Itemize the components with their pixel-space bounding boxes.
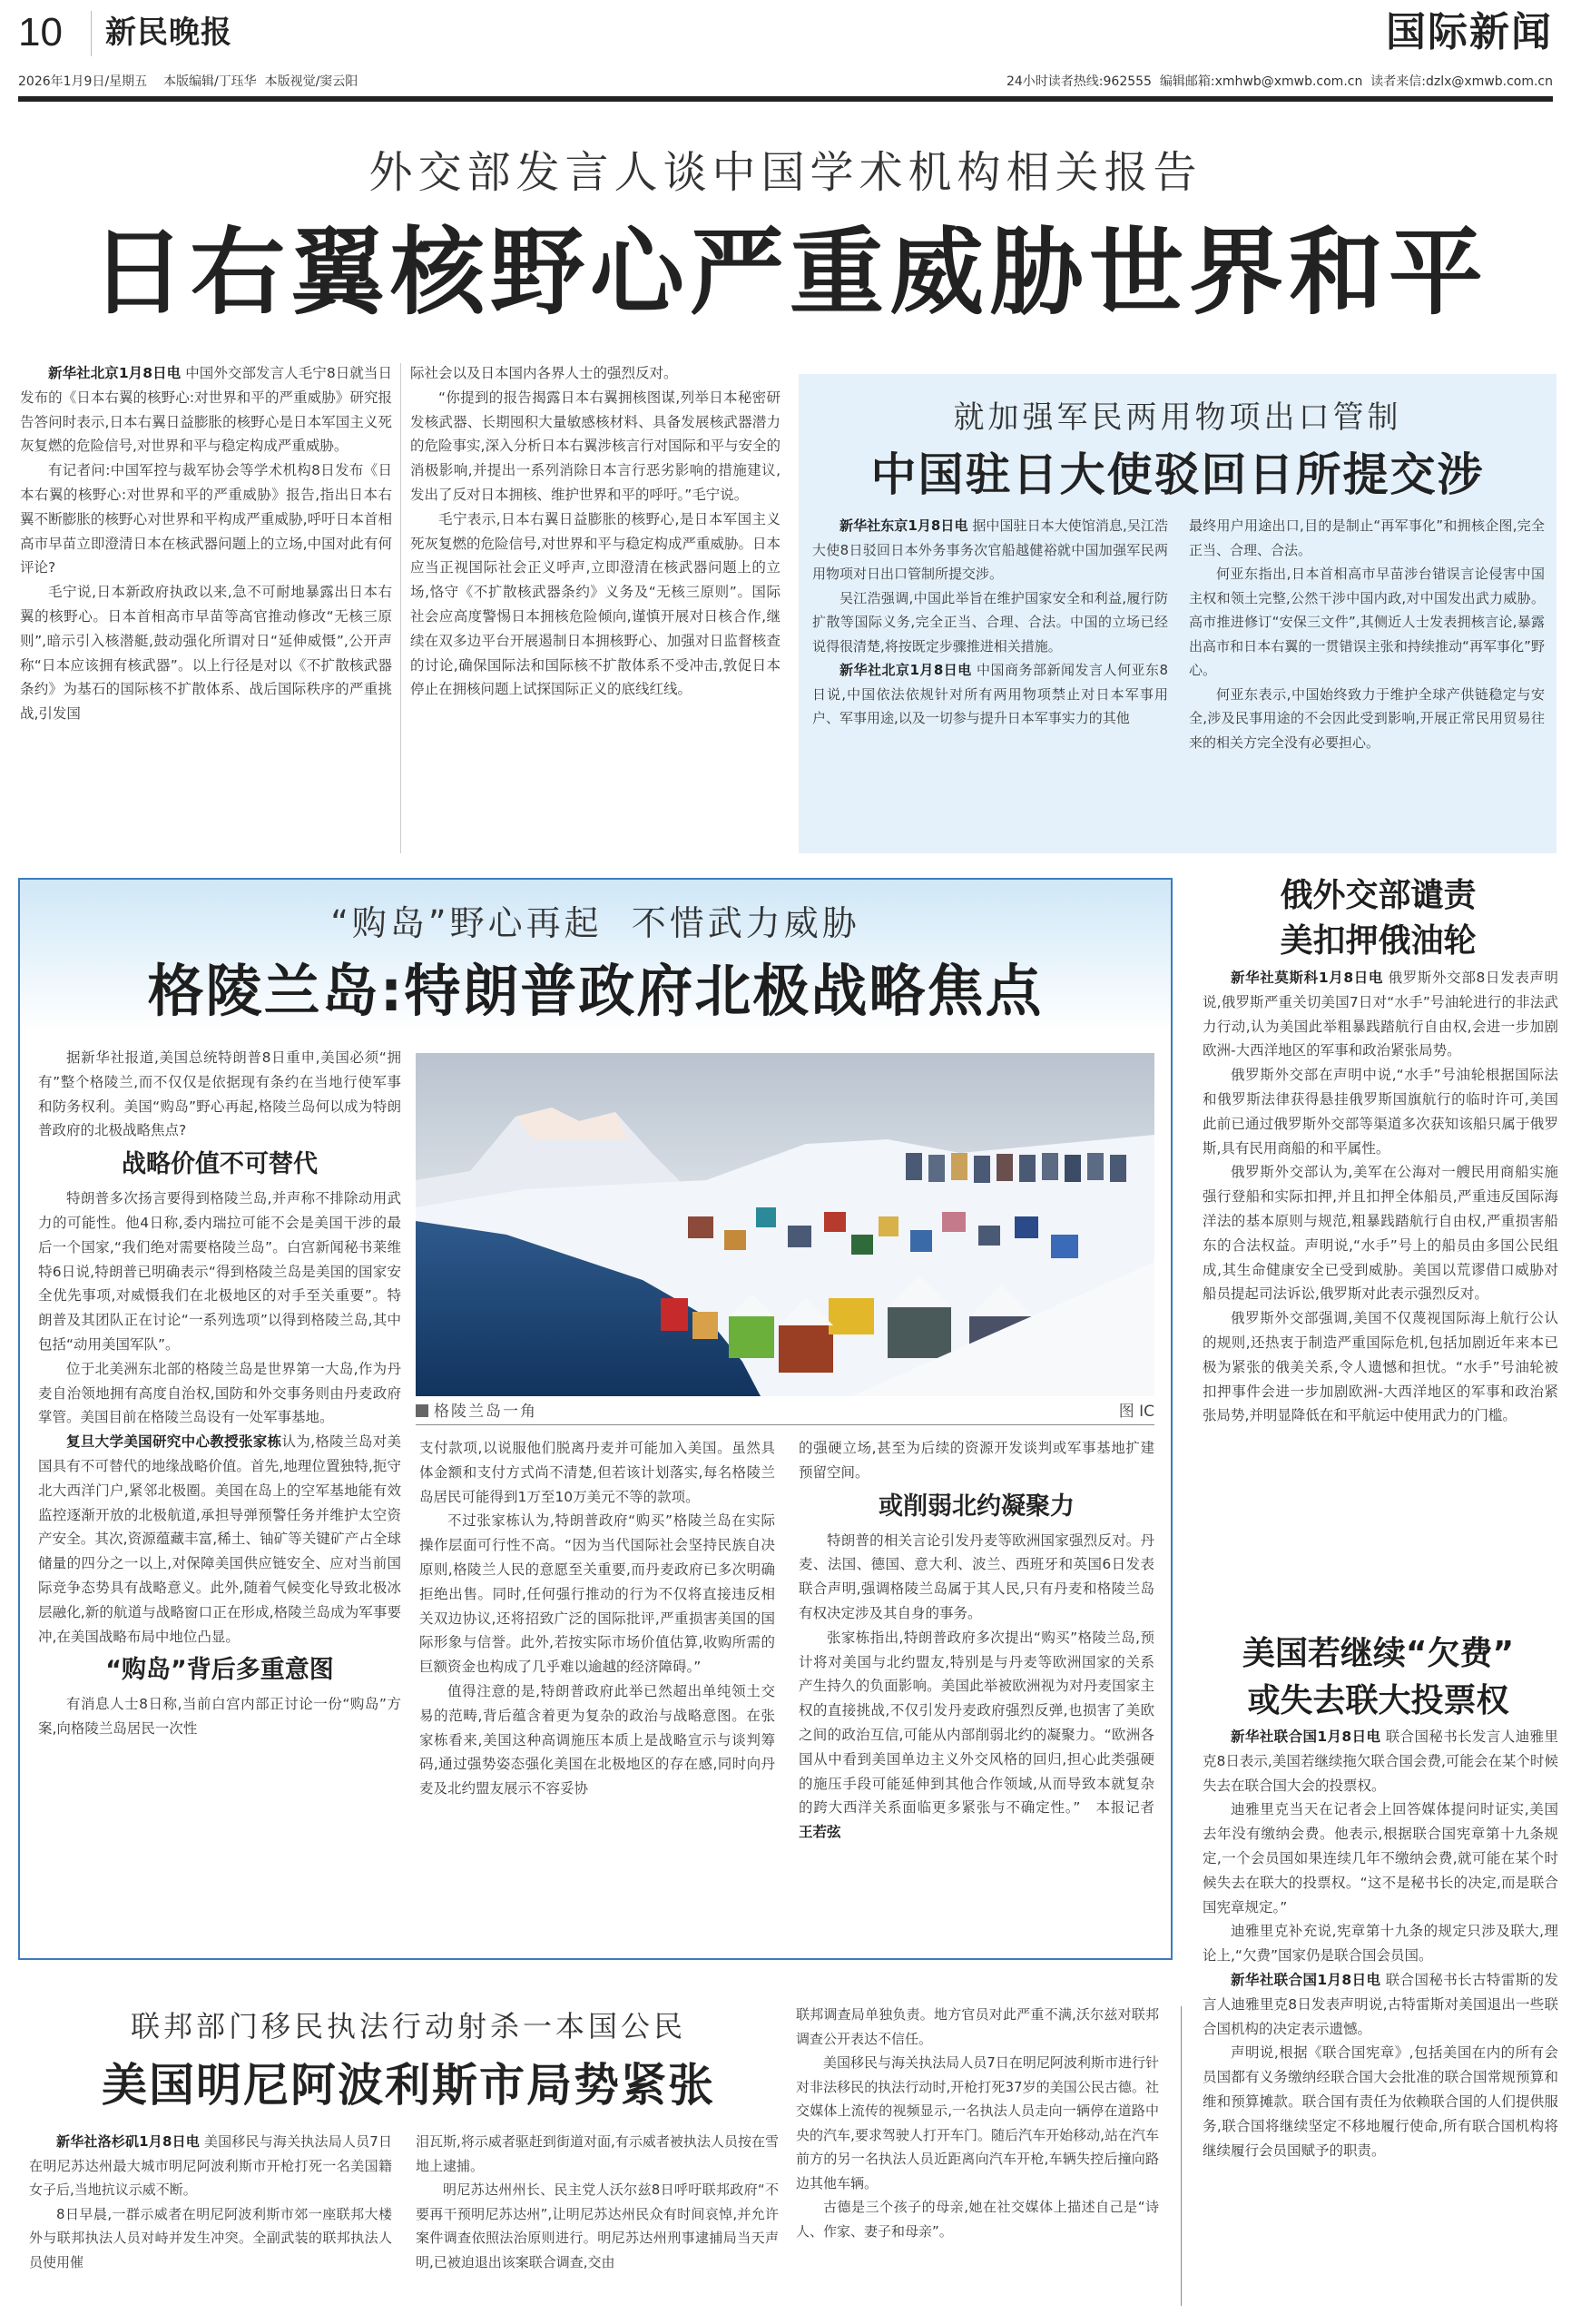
column-divider (400, 363, 401, 853)
russia-headline-line-1: 俄外交部谴责 (1280, 877, 1477, 914)
paragraph (1203, 1725, 1558, 1797)
paragraph-text: 据新华社报道,美国总统特朗普8日重申,美国必须“拥有”整个格陵兰,而不仅仅是依据现有条约在当地行使军事和防务权利。美国“购岛”野心再起,格陵兰岛何以成为特朗普政府的北极战略焦点? (38, 1049, 401, 1139)
minneapolis-column-1 (29, 2130, 392, 2322)
dateline: 新华社莫斯科1月8日电 (1231, 970, 1384, 986)
paragraph-text: 毛宁表示,日本右翼日益膨胀的核野心,是日本军国主义死灰复燃的危险信号,对世界和平与稳定构成严重威胁。日本应当正视国际社会正义呼声,立即澄清在核武器问题上的立场,恪守《不扩散核武器条约》义务及“无核三原则”。国际社会应高度警惕日本拥核危险倾向,谨慎开展对日核合作,继续在双多边平台开展遏制日本拥核野心、加强对日监督核查的讨论,确保国际法和国际核不扩散体系不受冲击,敦促日本停止在拥核问题上试探国际正义的底线红线。 (410, 510, 781, 698)
dateline: 新华社联合国1月8日电 (1231, 1728, 1381, 1745)
paragraph (1189, 562, 1545, 683)
minneapolis-kicker: 联邦部门移民执法行动射杀一本国公民 (130, 2009, 686, 2043)
paragraph-text: 联邦调查局单独负责。地方官员对此严重不满,沃尔兹对联邦调查公开表达不信任。 (796, 2006, 1159, 2047)
paragraph-text: 俄罗斯外交部8日发表声明说,俄罗斯严重关切美国7日对“水手”号油轮进行的非法武力行动,认为美国此举粗暴践踏航行自由权,会进一步加剧欧洲-大西洋地区的军事和政治紧张局势。 (1203, 970, 1558, 1059)
paragraph-text: 俄罗斯外交部强调,美国不仅蔑视国际海上航行公认的规则,还热衷于制造严重国际危机,包括加剧近年来本已极为紧张的俄美关系,令人遗憾和担忧。“水手”号油轮被扣押事件会进一步加剧欧洲-大西洋地区的军事和政治紧张局势,并明显降低在和平航运中使用武力的门槛。 (1203, 1310, 1558, 1424)
paragraph-text: 古德是三个孩子的母亲,她在社交媒体上描述自己是“诗人、作家、妻子和母亲”。 (796, 2199, 1159, 2240)
photo-caption-bar (416, 1402, 1154, 1425)
paragraph-text: 美国移民与海关执法局人员7日在明尼苏达州最大城市明尼阿波利斯市开枪打死一名美国籍女子后,当地抗议示威不断。 (29, 2133, 392, 2198)
masthead-divider (91, 11, 92, 56)
dateline: 新华社北京1月8日电 (48, 365, 182, 381)
paragraph (38, 1046, 401, 1143)
paragraph (20, 458, 392, 580)
un-headline-line-1: 美国若继续“欠费” (1242, 1635, 1515, 1672)
masthead-rule (18, 96, 1553, 102)
greenland-kicker: “购岛”野心再起 不惜武力威胁 (330, 903, 860, 943)
paragraph-text: 中国外交部发言人毛宁8日就当日发布的《日本右翼的核野心:对世界和平的严重威胁》研究报告答问时表示,日本右翼日益膨胀的核野心是日本军国主义死灰复燃的危险信号,对世界和平与稳定构成严重威胁。 (20, 365, 392, 455)
contact-line: 24小时读者热线:962555 编辑邮箱:xmhwb@xmwb.com.cn 读者来信:dzlx@xmwb.com.cn (1006, 74, 1553, 89)
greenland-photo (416, 1053, 1154, 1396)
lead-kicker: 外交部发言人谈中国学术机构相关报告 (368, 147, 1203, 198)
paragraph (38, 1187, 401, 1357)
paragraph (419, 1436, 775, 1509)
russia-headline-line-2: 美扣押俄油轮 (1280, 922, 1477, 960)
paragraph-text: 毛宁说,日本新政府执政以来,急不可耐地暴露出日本右翼的核野心。日本首相高市早苗等高官推动修改“无核三原则”,暗示引入核潜艇,鼓动强化所谓对日“延伸威慑”,公开声称“日本应该拥有核武器”。以上行径是对以《不扩散核武器条约》为基石的国际核不扩散体系、战后国际秩序的严重挑战,引发国 (20, 584, 392, 723)
paragraph (29, 2130, 392, 2202)
paragraph (419, 1509, 775, 1679)
paragraph-text: 据中国驻日本大使馆消息,吴江浩大使8日驳回日本外务事务次官船越健裕就中国加强军民两用物项对日出口管制所提交涉。 (812, 517, 1168, 582)
greenland-column-2 (419, 1436, 775, 1954)
paragraph (29, 2202, 392, 2275)
paragraph-text: 不过张家栋认为,特朗普政府“购买”格陵兰岛在实际操作层面可行性不高。“因为当代国际社会坚持民族自决原则,格陵兰人民的意愿至关重要,而丹麦政府已多次明确拒绝出售。同时,任何强行推动的行为不仅将直接违反相关双边协议,还将招致广泛的国际批评,严重损害美国的国际形象与信誉。此外,若按实际市场价值估算,收购所需的巨额资金也构成了几乎难以逾越的经济障碍。” (419, 1512, 775, 1676)
page-number: 10 (18, 10, 63, 54)
paragraph (1189, 514, 1545, 562)
paper-name: 新民晚报 (105, 15, 232, 51)
paragraph (1189, 683, 1545, 755)
paragraph-text: 吴江浩强调,中国此举旨在维护国家安全和利益,履行防扩散等国际义务,完全正当、合理、合法。中国的立场已经说得很清楚,将按既定步骤推进相关措施。 (812, 589, 1168, 655)
paragraph-text: 俄罗斯外交部在声明中说,“水手”号油轮根据国际法和俄罗斯法律获得悬挂俄罗斯国旗航行的临时许可,美国此前已通过俄罗斯外交部等渠道多次获知该船只属于俄罗斯,具有民用商船的和平属性。 (1203, 1067, 1558, 1157)
paragraph (799, 1529, 1154, 1626)
greenland-headline: 格陵兰岛:特朗普政府北极战略焦点 (147, 958, 1044, 1024)
paragraph-text: 中国商务部新闻发言人何亚东8日说,中国依法依规针对所有两用物项禁止对日本军事用户、军事用途,以及一切参与提升日本军事实力的其他 (812, 662, 1168, 726)
paragraph (799, 1436, 1154, 1485)
paragraph (796, 2003, 1159, 2051)
paragraph (20, 361, 392, 458)
russia-headline (1185, 873, 1571, 964)
column-divider (1181, 2006, 1182, 2306)
paragraph-text: 美国移民与海关执法局人员7日在明尼阿波利斯市进行针对非法移民的执法行动时,开枪打死37岁的美国公民古德。社交媒体上流传的视频显示,一名执法人员走向一辆停在道路中央的汽车,要求驾驶人打开车门。随后汽车开始移动,站在汽车前方的另一名执法人员近距离向汽车开枪,车辆失控后撞向路边其他车辆。 (796, 2054, 1159, 2191)
paragraph-text: 联合国秘书长古特雷斯的发言人迪雅里克8日发表声明说,古特雷斯对美国退出一些联合国机构的决定表示遗憾。 (1203, 1971, 1558, 2037)
photo-credit: 图 IC (1118, 1403, 1154, 1421)
japan-column-1 (812, 514, 1168, 850)
subheading: 战略价值不可替代 (122, 1150, 318, 1179)
date-line: 2026年1月9日/星期五 本版编辑/丁珏华 本版视觉/窦云阳 (18, 74, 358, 89)
paragraph (419, 1679, 775, 1801)
subheading: 或削弱北约凝聚力 (879, 1492, 1075, 1521)
byline-name: 王若弦 (799, 1824, 841, 1841)
paragraph (410, 361, 781, 386)
paragraph (38, 1430, 401, 1649)
paragraph-text: 特朗普多次扬言要得到格陵兰岛,并声称不排除动用武力的可能性。他4日称,委内瑞拉可能不会是美国干涉的最后一个国家,“我们绝对需要格陵兰岛”。白宫新闻秘书莱维特6日说,特朗普已明确表示“得到格陵兰岛是美国的国家安全优先事项,对威慑我们在北极地区的对手至关重要”。特朗普及其团队正在讨论“一系列选项”以得到格陵兰岛,其中包括“动用美国军队”。 (38, 1190, 401, 1353)
paragraph (20, 580, 392, 726)
paragraph-text: 值得注意的是,特朗普政府此举已然超出单纯领土交易的范畴,背后蕴含着更为复杂的政治与战略意图。在张家栋看来,美国这种高调施压本质上是战略宣示与谈判筹码,通过强势姿态强化美国在北极地区的存在感,同时向丹麦及北约盟友展示不容妥协 (419, 1682, 775, 1797)
photo-caption-text: 格陵兰岛一角 (434, 1403, 537, 1421)
un-headline-line-2: 或失去联大投票权 (1247, 1682, 1509, 1719)
paragraph-text: 声明说,根据《联合国宪章》,包括美国在内的所有会员国都有义务缴纳经联合国大会批准的联合国常规预算和维和预算摊款。联合国有责任为依赖联合国的人们提供服务,联合国将继续坚定不移地履行使命,所有联合国机构将继续履行会员国赋予的职责。 (1203, 2044, 1558, 2159)
paragraph (796, 2195, 1159, 2243)
un-headline (1185, 1630, 1571, 1725)
dateline: 复旦大学美国研究中心教授张家栋 (66, 1433, 282, 1451)
paragraph (1203, 1063, 1558, 1160)
paragraph-text: 有消息人士8日称,当前白宫内部正讨论一份“购岛”方案,向格陵兰岛居民一次性 (38, 1696, 401, 1738)
paragraph (1203, 1797, 1558, 1919)
caption-square-icon (416, 1404, 428, 1417)
paragraph (410, 507, 781, 702)
minneapolis-headline: 美国明尼阿波利斯市局势紧张 (102, 2058, 715, 2112)
paragraph (1203, 1919, 1558, 1968)
japan-headline: 中国驻日大使驳回日所提交涉 (870, 448, 1485, 501)
photo-caption (416, 1402, 537, 1422)
paragraph-text: 联合国秘书长发言人迪雅里克8日表示,美国若继续拖欠联合国会费,可能会在某个时候失去在联合国大会的投票权。 (1203, 1728, 1558, 1794)
paragraph-text: 何亚东指出,日本首相高市早苗涉台错误言论侵害中国主权和领土完整,公然干涉中国内政,对中国发出武力威胁。高市推进修订“安保三文件”,其侧近人士发表拥核言论,暴露出高市和日本右翼的一贯错误主张和持续推动“再军事化”野心。 (1189, 566, 1545, 678)
paragraph-text: 迪雅里克补充说,宪章第十九条的规定只涉及联大,理论上,“欠费”国家仍是联合国会员国。 (1203, 1923, 1558, 1965)
japan-column-2 (1189, 514, 1545, 850)
dateline: 新华社北京1月8日电 (840, 662, 972, 678)
section-name: 国际新闻 (1386, 9, 1553, 55)
paragraph (812, 514, 1168, 586)
paragraph (796, 2051, 1159, 2195)
dateline: 新华社联合国1月8日电 (1231, 1971, 1381, 1988)
paragraph-text: 8日早晨,一群示威者在明尼阿波利斯市郊一座联邦大楼外与联邦执法人员对峙并发生冲突。全副武装的联邦执法人员使用催 (29, 2205, 392, 2270)
paragraph (416, 2130, 779, 2178)
dateline: 新华社洛杉矶1月8日电 (56, 2133, 200, 2150)
paragraph-text: 张家栋指出,特朗普政府多次提出“购买”格陵兰岛,预计将对美国与北约盟友,特别是与丹麦等欧洲国家的关系产生持久的负面影响。美国此举被欧洲视为对丹麦国家主权的直接挑战,不仅引发丹麦政府强烈反弹,也损害了美欧之间的政治互信,可能从内部削弱北约的凝聚力。“欧洲各国从中看到美国单边主义外交风格的回归,担心此类强硬的施压手段可能延伸到其他合作领域,从而导致本就复杂的跨大西洋关系面临更多紧张与不确定性。” (799, 1629, 1154, 1817)
paragraph-text: 支付款项,以说服他们脱离丹麦并可能加入美国。虽然具体金额和支付方式尚不清楚,但若该计划落实,每名格陵兰岛居民可能得到1万至10万美元不等的款项。 (419, 1440, 775, 1505)
paragraph-text: 有记者问:中国军控与裁军协会等学术机构8日发布《日本右翼的核野心:对世界和平的严重威胁》报告,指出日本右翼不断膨胀的核野心对世界和平构成严重威胁,呼吁日本首相高市早苗立即澄清日本在核武器问题上的立场,中国对此有何评论? (20, 462, 392, 576)
paragraph-text: 最终用户用途出口,目的是制止“再军事化”和拥核企图,完全正当、合理、合法。 (1189, 517, 1545, 558)
paragraph (812, 658, 1168, 731)
paragraph-text: “你提到的报告揭露日本右翼拥核图谋,列举日本秘密研发核武器、长期囤积大量敏感核材料、具备发展核武器潜力的危险事实,深入分析日本右翼涉核言行对国际和平与安全的消极影响,并提出一系列消除日本言行恶劣影响的措施建议,发出了反对日本拥核、维护世界和平的呼吁。”毛宁说。 (410, 389, 781, 503)
paragraph-text: 的强硬立场,甚至为后续的资源开发谈判或军事基地扩建预留空间。 (799, 1440, 1154, 1481)
paragraph-text: 泪瓦斯,将示威者驱赶到街道对面,有示威者被执法人员按在雪地上逮捕。 (416, 2133, 779, 2174)
paragraph (1203, 966, 1558, 1063)
subheading: “购岛”背后多重意图 (105, 1656, 334, 1685)
paragraph-text: 迪雅里克当天在记者会上回答媒体提问时证实,美国去年没有缴纳会费。他表示,根据联合国宪章第十九条规定,一个会员国如果连续几年不缴纳会费,就可能在某个时候失去在联大的投票权。“这不是秘书长的决定,而是联合国宪章规定。” (1203, 1801, 1558, 1915)
paragraph-text: 位于北美洲东北部的格陵兰岛是世界第一大岛,作为丹麦自治领地拥有高度自治权,国防和外交事务则由丹麦政府掌管。美国目前在格陵兰岛设有一处军事基地。 (38, 1360, 401, 1426)
paragraph-text: 俄罗斯外交部认为,美军在公海对一艘民用商船实施强行登船和实际扣押,并且扣押全体船员,严重违反国际海洋法的基本原则与规范,粗暴践踏航行自由权,严重损害船东的合法权益。声明说,“水手”号上的船员由多国公民组成,其生命健康安全已受到威胁。美国以荒谬借口威胁对船员提起司法诉讼,俄罗斯对此表示强烈反对。 (1203, 1164, 1558, 1303)
russia-article-body (1203, 966, 1558, 1656)
un-article-body (1203, 1725, 1558, 2319)
byline-label: 本报记者 (1080, 1799, 1154, 1817)
japan-kicker: 就加强军民两用物项出口管制 (953, 399, 1402, 436)
paragraph-text: 特朗普的相关言论引发丹麦等欧洲国家强烈反对。丹麦、法国、德国、意大利、波兰、西班牙和英国6日发表联合声明,强调格陵兰岛属于其人民,只有丹麦和格陵兰岛有权决定涉及其自身的事务。 (799, 1531, 1154, 1621)
paragraph (1203, 2041, 1558, 2162)
paragraph-text: 际社会以及日本国内各界人士的强烈反对。 (410, 365, 678, 381)
dateline: 新华社东京1月8日电 (840, 517, 968, 534)
paragraph (38, 1692, 401, 1741)
lead-column-1 (20, 361, 392, 861)
paragraph (410, 386, 781, 507)
lead-column-2 (410, 361, 781, 861)
paragraph-text: 何亚东表示,中国始终致力于维护全球产供链稳定与安全,涉及民事用途的不会因此受到影响,开展正常民用贸易往来的相关方完全没有必要担心。 (1189, 685, 1545, 751)
paragraph-text: 明尼苏达州州长、民主党人沃尔兹8日呼吁联邦政府“不要再干预明尼苏达州”,让明尼苏达州民众有时间哀悼,并允许案件调查依照法治原则进行。明尼苏达州刑事逮捕局当天声明,已被迫退出该案联合调查,交由 (416, 2181, 779, 2270)
paragraph (799, 1626, 1154, 1845)
paragraph (1203, 1160, 1558, 1306)
greenland-column-3 (799, 1436, 1154, 1954)
greenland-column-1 (38, 1046, 401, 1954)
paragraph-text: 认为,格陵兰岛对美国具有不可替代的地缘战略价值。首先,地理位置独特,扼守北大西洋门户,紧邻北极圈。美国在岛上的空军基地能有效监控逐渐开放的北极航道,承担导弹预警任务并维护太空资产安全。其次,资源蕴藏丰富,稀土、铀矿等关键矿产占全球储量的四分之一以上,对保障美国供应链安全、应对当前国际竞争态势具有战略意义。此外,随着气候变化导致北极冰层融化,新的航道与战略窗口正在形成,格陵兰岛成为军事要冲,在美国战略布局中地位凸显。 (38, 1433, 401, 1645)
paragraph (812, 586, 1168, 659)
minneapolis-column-3 (796, 2003, 1159, 2322)
paragraph (416, 2178, 779, 2274)
paragraph (1203, 1968, 1558, 2041)
paragraph (1203, 1306, 1558, 1428)
paragraph (38, 1357, 401, 1430)
minneapolis-column-2 (416, 2130, 779, 2322)
lead-headline: 日右翼核野心严重威胁世界和平 (90, 217, 1488, 328)
